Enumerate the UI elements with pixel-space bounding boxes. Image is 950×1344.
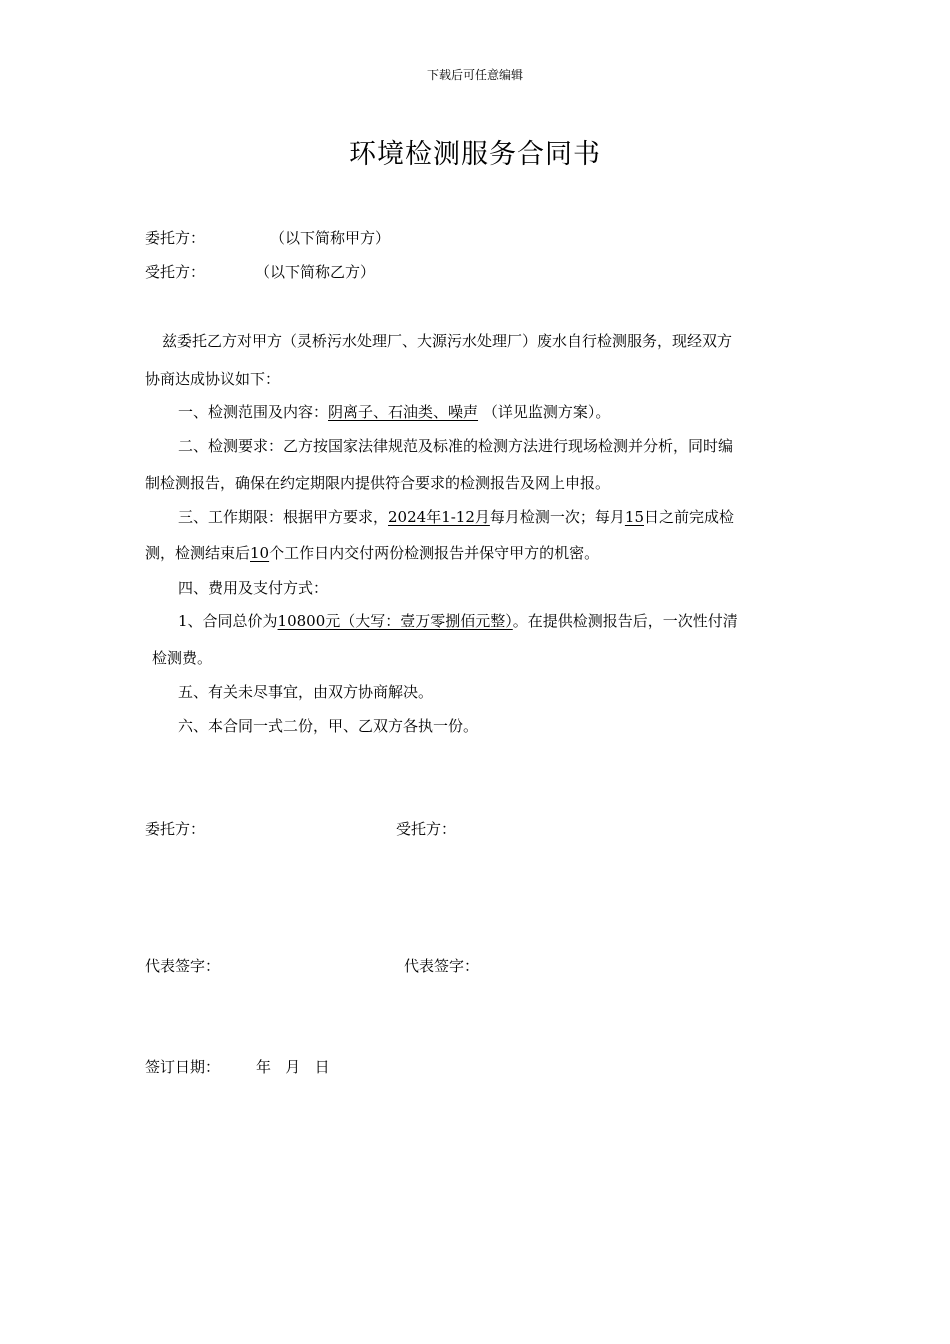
- clause-3-day: 15: [624, 508, 644, 526]
- signing-date-fields: 年 月 日: [256, 1058, 330, 1076]
- contractor-label: 受托方：: [145, 263, 206, 281]
- signing-date-label: 签订日期：: [145, 1058, 221, 1076]
- clause-3-mid: 每月检测一次；每月: [489, 508, 625, 526]
- client-alias: （以下简称甲方）: [270, 229, 391, 247]
- clause-4-1-suffix: 。在提供检测报告后，一次性付清: [512, 612, 738, 630]
- clause-1: [178, 402, 610, 422]
- signature-client-rep: 代表签字：: [145, 957, 221, 975]
- contractor-alias: （以下简称乙方）: [255, 263, 376, 281]
- clause-3-workdays: 10: [250, 544, 270, 562]
- header-note: 下载后可任意编辑: [426, 68, 523, 82]
- clause-2-line-2: 制检测报告，确保在约定期限内提供符合要求的检测报告及网上申报。: [145, 474, 611, 492]
- intro-line-1: 兹委托乙方对甲方（灵桥污水处理厂、大源污水处理厂）废水自行检测服务，现经双方: [162, 332, 733, 350]
- clause-3-after-day: 日之前完成检: [644, 508, 735, 526]
- clause-3-line-2-suffix: 个工作日内交付两份检测报告并保守甲方的机密。: [269, 544, 600, 562]
- clause-1-prefix: 一、检测范围及内容：: [178, 403, 329, 421]
- clause-1-items: 阴离子、石油类、噪声: [328, 403, 479, 421]
- clause-2-line-1: 二、检测要求：乙方按国家法律规范及标准的检测方法进行现场检测并分析，同时编: [178, 437, 734, 455]
- clause-4-1-line-2: 检测费。: [152, 649, 213, 667]
- clause-1-suffix: （详见监测方案）。: [482, 403, 611, 421]
- clause-3-line-2-prefix: 测，检测结束后: [145, 544, 251, 562]
- clause-3-prefix: 三、工作期限：根据甲方要求，: [178, 508, 389, 526]
- clause-4-title: 四、费用及支付方式：: [178, 579, 329, 597]
- signature-contractor-label: 受托方：: [396, 820, 457, 838]
- clause-3-line-2: [145, 543, 599, 563]
- signature-contractor-rep: 代表签字：: [404, 957, 480, 975]
- document-title: 环境检测服务合同书: [349, 139, 601, 170]
- clause-4-1-line-1: [178, 611, 738, 631]
- clause-4-1-prefix: 1、合同总价为: [178, 612, 278, 630]
- clause-3-period: 2024年1-12月: [388, 508, 490, 526]
- signature-client-label: 委托方：: [145, 820, 206, 838]
- clause-5: 五、有关未尽事宜，由双方协商解决。: [178, 683, 434, 701]
- intro-line-2: 协商达成协议如下：: [145, 370, 281, 388]
- clause-6: 六、本合同一式二份，甲、乙双方各执一份。: [178, 717, 479, 735]
- clause-3-line-1: [178, 507, 734, 527]
- client-label: 委托方：: [145, 229, 206, 247]
- clause-4-1-amount: 10800元（大写：壹万零捌佰元整）: [277, 612, 513, 630]
